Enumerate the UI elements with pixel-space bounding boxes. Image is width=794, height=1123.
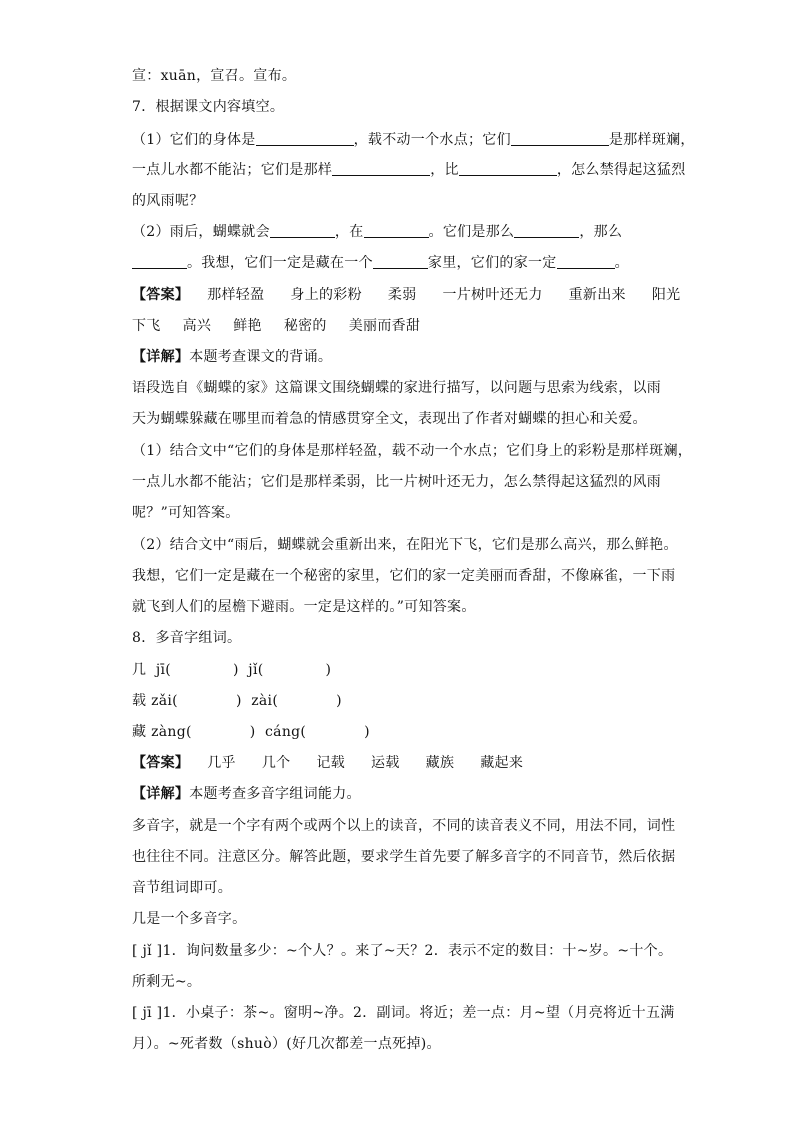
- blank-1: [256, 131, 354, 146]
- q7-answer-row1: [132, 285, 680, 305]
- q8-para1-line3: 音节组词即可。: [132, 880, 233, 896]
- answer-item: 藏起来: [480, 755, 524, 771]
- detail-label: 【详解】: [132, 786, 190, 802]
- q7-para3-line3: 就飞到人们的屋檐下避雨。一定是这样的。”可知答案。: [132, 599, 476, 615]
- q7-para1-line1: 语段选自《蝴蝶的家》这篇课文围绕蝴蝶的家进行描写，以问题与思索为线索，以雨: [132, 380, 662, 396]
- answer-item: 几乎: [207, 755, 236, 771]
- q8-detail-line: 【详解】本题考查多音字组词能力。: [132, 786, 361, 802]
- blank-8: [132, 254, 187, 269]
- answer-item: 藏族: [425, 755, 455, 771]
- blank-7: [514, 223, 579, 238]
- answer-item: 鲜艳: [233, 318, 262, 334]
- answer-item: 运载: [371, 755, 400, 771]
- q8-para4-line2: 月）。~死者数（shuò）(好几次都差一点死掉)。: [132, 1036, 441, 1052]
- q8-para2: 几是一个多音字。: [132, 911, 247, 927]
- q7-para3-line1: （2）结合文中“雨后，蝴蝶就会重新出来，在阳光下飞，它们是那么高兴，那么鲜艳。: [132, 537, 678, 553]
- answer-item: 那样轻盈: [207, 287, 265, 303]
- answer-item: 下飞: [132, 318, 161, 334]
- blank-4: [459, 161, 557, 176]
- blank-9: [373, 254, 428, 269]
- q8-para3-line2: 所剩无~。: [132, 974, 202, 990]
- q8-row-zai: 载 zǎi( ) zài( ): [132, 693, 342, 709]
- blank-2: [511, 131, 609, 146]
- answer-label: 【答案】: [132, 287, 190, 303]
- answer-item: 高兴: [182, 318, 212, 334]
- answer-item: 重新出来: [568, 287, 626, 303]
- q8-answer-row: [132, 753, 523, 773]
- q8-para1-line1: 多音字，就是一个字有两个或两个以上的读音，不同的读音表义不同，用法不同，词性: [132, 818, 676, 834]
- q7-part1-line1: （1）它们的身体是 ，载不动一个水点；它们 是那样斑斓，: [132, 132, 695, 148]
- q7-part1-line3: 的风雨呢？: [132, 193, 204, 209]
- answer-item: 柔弱: [387, 287, 417, 303]
- q8-row-ji: 几 jī( ) jǐ( ): [132, 662, 332, 678]
- answer-item: 阳光: [651, 287, 681, 303]
- q7-detail-line: 【详解】本题考查课文的背诵。: [132, 349, 333, 365]
- question-7-title: 7．根据课文内容填空。: [132, 99, 285, 115]
- q7-part1-line2: 一点儿水都不能沾；它们是那样 ，比 ，怎么禁得起这猛烈: [132, 162, 686, 178]
- xuan-definition-line: 宣：xuān，宣召。宣布。: [132, 68, 297, 84]
- q8-para1-line2: 也往往不同。注意区分。解答此题，要求学生首先要了解多音字的不同音节，然后依据: [132, 849, 676, 865]
- question-8-title: 8．多音字组词。: [132, 630, 242, 646]
- detail-label: 【详解】: [132, 349, 190, 365]
- answer-item: 记载: [316, 755, 346, 771]
- answer-item: 几个: [261, 755, 291, 771]
- q7-para1-line2: 天为蝴蝶躲藏在哪里而着急的情感贯穿全文，表现出了作者对蝴蝶的担心和关爱。: [132, 411, 647, 427]
- q7-part2-line2: 。我想，它们一定是藏在一个 家里，它们的家一定 。: [132, 253, 629, 273]
- q7-answer-row2: [132, 316, 420, 336]
- q8-row-zang: 藏 zàng( ) cáng( ): [132, 724, 370, 740]
- q8-para3-line1: [ jǐ ]1．询问数量多少：~个人？。来了~天？2．表示不定的数目：十~岁。~十个。: [132, 943, 673, 959]
- q8-para4-line1: [ jī ]1．小桌子：茶~。窗明~净。2．副词。将近；差一点：月~望（月亮将近十五满: [132, 1005, 675, 1021]
- blank-6: [364, 223, 429, 238]
- q7-para3-line2: 我想，它们一定是藏在一个秘密的家里，它们的家一定美丽而香甜，不像麻雀，一下雨: [132, 568, 676, 584]
- answer-item: 美丽而香甜: [348, 318, 421, 334]
- blank-5: [270, 223, 335, 238]
- q7-para2-line2: 一点儿水都不能沾；它们是那样柔弱，比一片树叶还无力，怎么禁得起这猛烈的风雨: [132, 474, 662, 490]
- answer-item: 秘密的: [283, 318, 327, 334]
- q7-para2-line3: 呢？”可知答案。: [132, 505, 240, 521]
- answer-label: 【答案】: [132, 755, 190, 771]
- answer-item: 身上的彩粉: [290, 287, 362, 303]
- q7-para2-line1: （1）结合文中“它们的身体是那样轻盈，载不动一个水点；它们身上的彩粉是那样斑斓，: [132, 443, 693, 459]
- q7-part2-line1: （2）雨后，蝴蝶就会 ，在 。它们是那么 ，那么: [132, 224, 623, 240]
- blank-3: [332, 161, 430, 176]
- answer-item: 一片树叶还无力: [442, 287, 543, 303]
- blank-10: [557, 254, 615, 269]
